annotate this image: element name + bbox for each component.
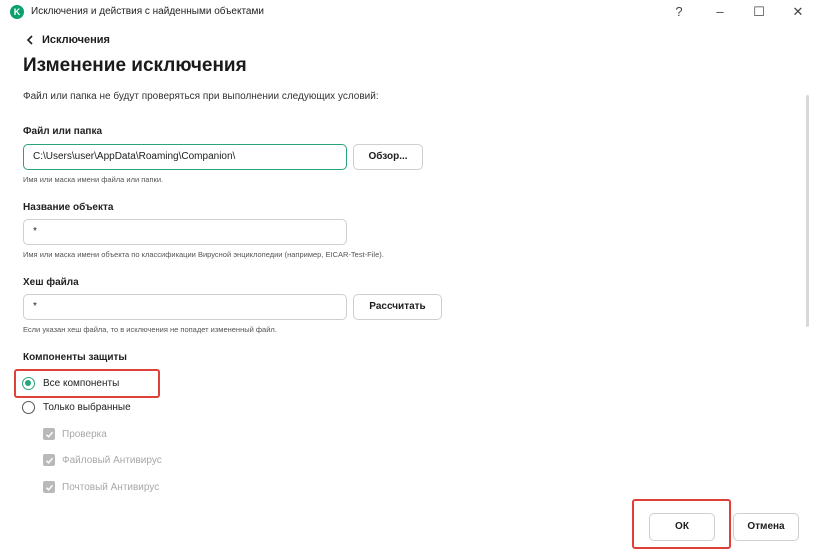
- radio-selected-components[interactable]: [22, 399, 131, 415]
- cancel-button[interactable]: Отмена: [733, 513, 799, 541]
- object-label: Название объекта: [23, 202, 114, 213]
- radio-all-label: Все компоненты: [43, 377, 120, 389]
- radio-unselected-icon: [22, 401, 35, 414]
- object-name-input[interactable]: *: [23, 219, 347, 245]
- checkbox-file-antivirus-label: Файловый Антивирус: [62, 454, 162, 466]
- browse-button[interactable]: Обзор...: [353, 144, 423, 170]
- components-label: Компоненты защиты: [23, 352, 127, 363]
- app-logo-icon: K: [10, 5, 24, 19]
- help-button[interactable]: ?: [675, 4, 683, 19]
- back-link-label: Исключения: [42, 34, 110, 46]
- checkbox-checked-icon: [43, 481, 55, 493]
- checkbox-scan[interactable]: [43, 426, 107, 442]
- chevron-left-icon: [26, 35, 34, 45]
- checkbox-scan-label: Проверка: [62, 428, 107, 440]
- checkbox-checked-icon: [43, 454, 55, 466]
- hash-label: Хеш файла: [23, 277, 79, 288]
- file-path-input[interactable]: C:\Users\user\AppData\Roaming\Companion\: [23, 144, 347, 170]
- title-bar: [0, 0, 813, 26]
- hash-hint: Если указан хеш файла, то в исключения не попадет измененный файл.: [23, 325, 277, 334]
- minimize-button[interactable]: –: [716, 4, 724, 19]
- calculate-button[interactable]: Рассчитать: [353, 294, 442, 320]
- maximize-button[interactable]: ☐: [753, 4, 765, 19]
- ok-button[interactable]: ОК: [649, 513, 715, 541]
- radio-selected-label: Только выбранные: [43, 401, 131, 413]
- checkbox-checked-icon: [43, 428, 55, 440]
- checkbox-mail-antivirus[interactable]: [43, 479, 159, 495]
- vertical-scrollbar[interactable]: [806, 95, 809, 327]
- back-link[interactable]: [26, 33, 110, 47]
- page-title: Изменение исключения: [23, 55, 247, 76]
- intro-text: Файл или папка не будут проверяться при выполнении следующих условий:: [23, 91, 379, 102]
- highlight-all-components: [14, 369, 160, 398]
- window-title: Исключения и действия с найденными объектами: [31, 6, 264, 17]
- highlight-ok-button: [632, 499, 731, 549]
- file-hint: Имя или маска имени файла или папки.: [23, 175, 164, 184]
- hash-input[interactable]: *: [23, 294, 347, 320]
- file-label: Файл или папка: [23, 126, 103, 137]
- object-hint: Имя или маска имени объекта по классификации Вирусной энциклопедии (например, EICAR-Test-File).: [23, 250, 384, 259]
- checkbox-file-antivirus[interactable]: [43, 452, 162, 468]
- checkbox-mail-antivirus-label: Почтовый Антивирус: [62, 481, 160, 493]
- close-button[interactable]: ✕: [792, 4, 804, 19]
